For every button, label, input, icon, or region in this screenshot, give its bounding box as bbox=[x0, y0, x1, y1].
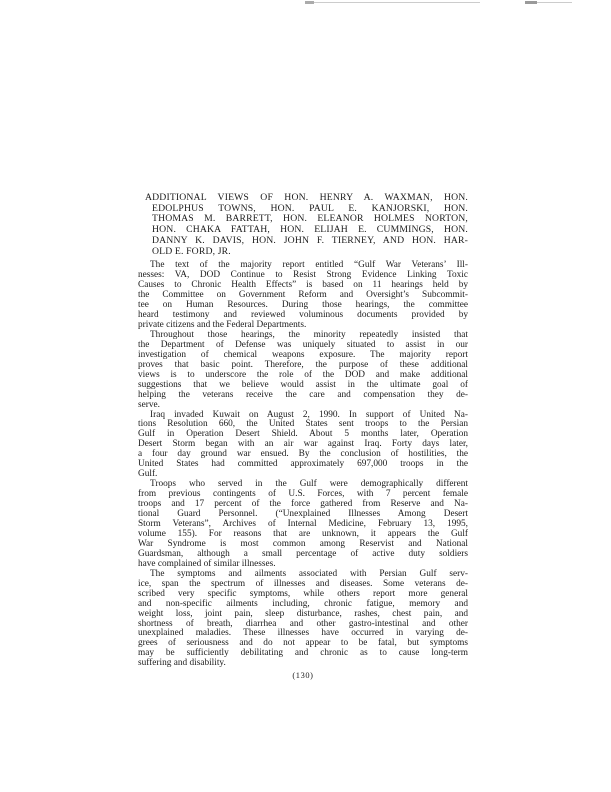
text-line: serve. bbox=[138, 399, 160, 410]
text-line: suggestions that we believe would assist in the ultimate goal of bbox=[138, 379, 468, 390]
text-line: Guardsman, although a small percentage of active duty soldiers bbox=[138, 548, 468, 559]
text-line: helping the veterans receive the care and compensation they de- bbox=[138, 389, 468, 400]
page-number: (130) bbox=[292, 671, 314, 680]
text-line: Desert Storm began with an air war against Iraq. Forty days later, bbox=[138, 439, 468, 450]
text-line: have complained of similar illnesses. bbox=[138, 558, 276, 569]
text-line: The text of the majority report entitled “Gulf War Veterans’ Ill- bbox=[150, 260, 468, 271]
text-block bbox=[138, 193, 468, 669]
paragraph bbox=[138, 411, 468, 481]
text-line: the Department of Defense was uniquely situated to assist in our bbox=[138, 339, 468, 350]
paragraph bbox=[138, 570, 468, 670]
text-line: tional Guard Personnel. (“Unexplained Illnesses Among Desert bbox=[138, 509, 468, 520]
text-line: Storm Veterans”, Archives of Internal Medicine, February 13, 1995, bbox=[138, 519, 468, 529]
text-line: shortness of breath, diarrhea and other gastro-intestinal and other bbox=[138, 618, 468, 629]
scan-artifact-line bbox=[305, 2, 480, 3]
text-line: scribed very specific symptoms, while others report more general bbox=[138, 588, 468, 599]
text-line: United States had committed approximately 697,000 troops in the bbox=[138, 459, 468, 470]
heading-line: HON. CHAKA FATTAH, HON. ELIJAH E. CUMMINGS, HON. bbox=[152, 224, 468, 236]
text-line: proves that basic point. Therefore, the purpose of these additional bbox=[138, 359, 468, 370]
text-line: may be sufficiently debilitating and chronic as to cause long-term bbox=[138, 648, 468, 659]
text-line: investigation of chemical weapons exposure. The majority report bbox=[138, 349, 468, 360]
text-line: Iraq invaded Kuwait on August 2, 1990. In support of United Na- bbox=[150, 409, 468, 420]
body-text bbox=[138, 261, 468, 669]
text-line: Troops who served in the Gulf were demographically different bbox=[150, 479, 468, 490]
text-line: from previous contingents of U.S. Forces, with 7 percent female bbox=[138, 489, 468, 500]
text-line: a four day ground war ensued. By the conclusion of hostilities, the bbox=[138, 449, 468, 460]
text-line: War Syndrome is most common among Reservist and National bbox=[138, 538, 468, 549]
text-line: and non-specific ailments including, chronic fatigue, memory and bbox=[138, 598, 468, 609]
text-line: tions Resolution 660, the United States sent troops to the Persian bbox=[138, 419, 468, 430]
text-line: the Committee on Government Reform and Oversight’s Subcommit- bbox=[138, 290, 468, 301]
text-line: heard testimony and reviewed voluminous documents provided by bbox=[138, 309, 468, 320]
text-line: suffering and disability. bbox=[138, 658, 226, 669]
scan-artifact-tick bbox=[305, 1, 314, 4]
heading-line: THOMAS M. BARRETT, HON. ELEANOR HOLMES NORTON, bbox=[152, 213, 468, 225]
text-line: tee on Human Resources. During those hearings, the committee bbox=[138, 300, 468, 311]
text-line: Gulf. bbox=[138, 469, 158, 480]
heading-line: DANNY K. DAVIS, HON. JOHN F. TIERNEY, AND HON. HAR- bbox=[152, 234, 468, 246]
scan-artifact-tick bbox=[525, 1, 537, 4]
heading-line: ADDITIONAL VIEWS OF HON. HENRY A. WAXMAN, HON. bbox=[145, 192, 468, 203]
heading-line: EDOLPHUS TOWNS, HON. PAUL E. KANJORSKI, HON. bbox=[152, 202, 468, 214]
additional-views-heading bbox=[138, 193, 468, 257]
text-line: The symptoms and ailments associated with Persian Gulf serv- bbox=[150, 568, 468, 579]
text-line: ice, span the spectrum of illnesses and diseases. Some veterans de- bbox=[138, 578, 468, 589]
text-line: Throughout those hearings, the minority repeatedly insisted that bbox=[150, 329, 468, 340]
text-line: grees of seriousness and do not appear to be fatal, but symptoms bbox=[138, 638, 468, 649]
text-line: nesses: VA, DOD Continue to Resist Strong Evidence Linking Toxic bbox=[138, 270, 468, 281]
heading-line: OLD E. FORD, JR. bbox=[152, 245, 231, 257]
text-line: views is to underscore the role of the DOD and make additional bbox=[138, 369, 468, 380]
text-line: weight loss, joint pain, sleep disturbance, rashes, chest pain, and bbox=[138, 608, 468, 619]
text-line: Causes to Chronic Health Effects” is based on 11 hearings held by bbox=[138, 280, 468, 291]
paragraph bbox=[138, 480, 468, 570]
text-line: unexplained maladies. These illnesses have occurred in varying de- bbox=[138, 628, 468, 639]
paragraph bbox=[138, 331, 468, 411]
text-line: Gulf in Operation Desert Shield. About 5 months later, Operation bbox=[138, 429, 468, 440]
text-line: troops and 17 percent of the force gathered from Reserve and Na- bbox=[138, 499, 468, 510]
text-line: volume 155). For reasons that are unknown, it appears the Gulf bbox=[138, 528, 468, 539]
paragraph bbox=[138, 261, 468, 331]
text-line: private citizens and the Federal Departments. bbox=[138, 319, 307, 330]
